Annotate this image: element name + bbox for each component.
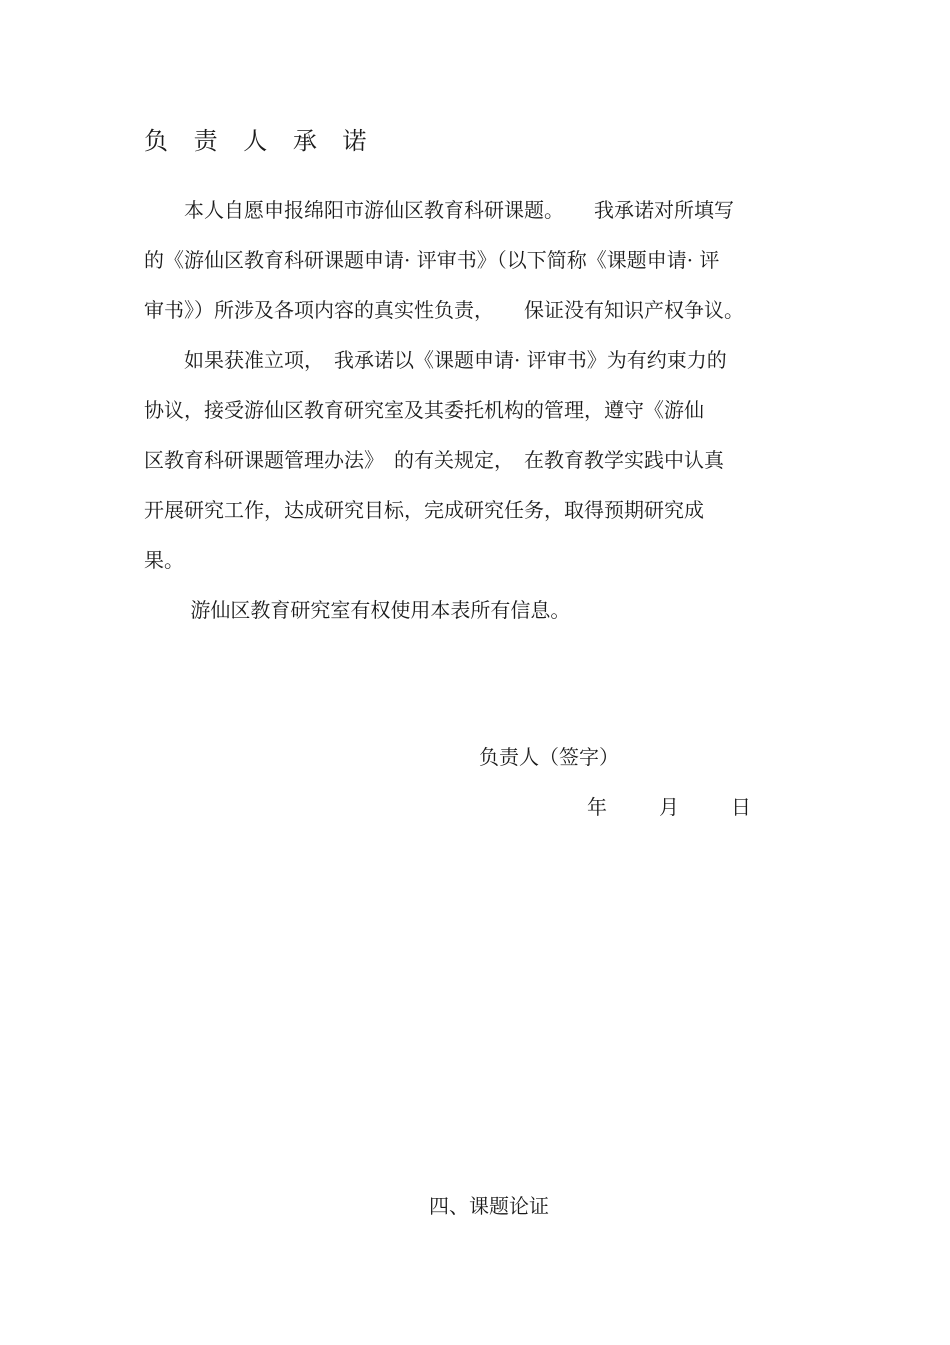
paragraph-line: 区教育科研课题管理办法》 的有关规定， 在教育教学实践中认真 <box>144 448 724 472</box>
paragraph-line: 果。 <box>144 548 184 572</box>
section-heading: 四、课题论证 <box>429 1194 549 1218</box>
date-month-label: 月 <box>659 795 679 819</box>
paragraph-line: 游仙区教育研究室有权使用本表所有信息。 <box>144 598 571 622</box>
date-day-label: 日 <box>731 795 751 819</box>
page-title: 负 责 人 承 诺 <box>144 127 376 155</box>
paragraph-line: 的《游仙区教育科研课题申请· 评审书》（以下简称《课题申请· 评 <box>144 248 720 272</box>
commitment-paragraph-1 <box>144 185 824 335</box>
commitment-paragraph-2 <box>144 335 824 585</box>
signature-date <box>587 790 751 824</box>
paragraph-line: 本人自愿申报绵阳市游仙区教育科研课题。 我承诺对所填写 <box>144 198 734 222</box>
paragraph-line: 审书》）所涉及各项内容的真实性负责， 保证没有知识产权争议。 <box>144 298 744 322</box>
commitment-paragraph-3 <box>144 585 824 635</box>
paragraph-line: 如果获准立项， 我承诺以《课题申请· 评审书》为有约束力的 <box>144 348 727 372</box>
paragraph-line: 开展研究工作，达成研究目标，完成研究任务，取得预期研究成 <box>144 498 704 522</box>
date-year-label: 年 <box>587 795 607 819</box>
paragraph-line: 协议，接受游仙区教育研究室及其委托机构的管理，遵守《游仙 <box>144 398 704 422</box>
signature-label: 负责人（签字） <box>479 745 619 769</box>
